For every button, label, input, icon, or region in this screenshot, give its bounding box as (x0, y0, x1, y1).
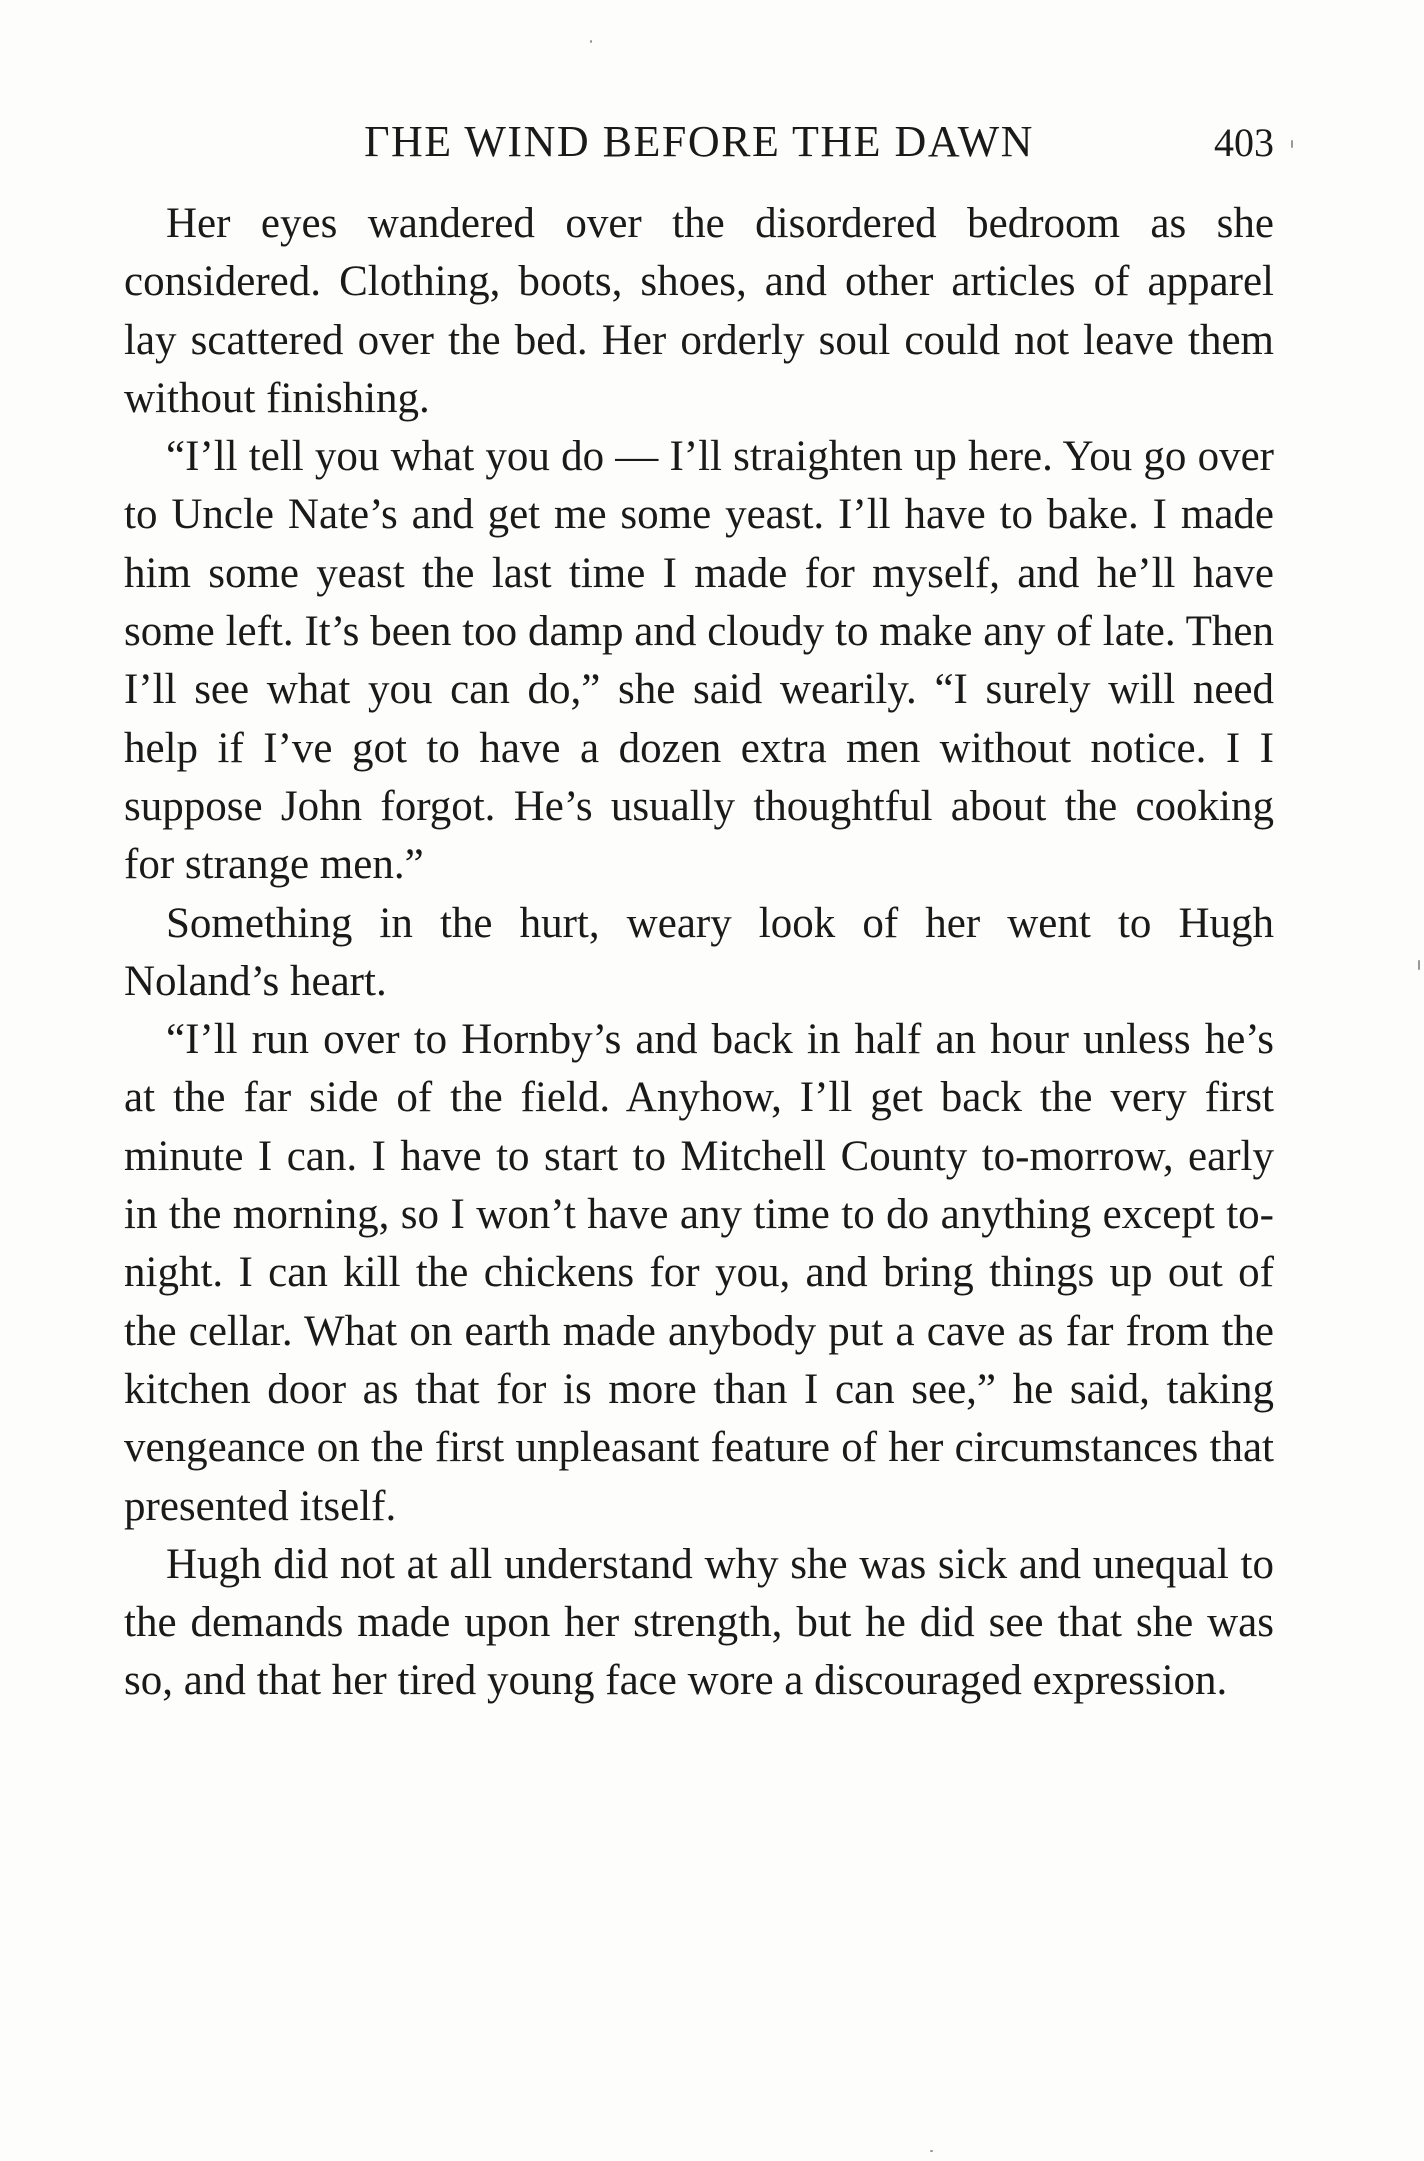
scan-speck (1418, 960, 1420, 970)
paragraph-hornby: “I’ll run over to Hornby’s and back in half an hour unless he’s at the far side of the field. Anyhow, I’ll get back the very first minute I can. I have to start to Mitchell County to-morrow, early in the morning, so I won’t have any time to do anything except to-night. I can kill the chickens for you, and bring things up out of the cellar. What on earth made anybody put a cave as far from the kitchen door as that for is more than I can see,” he said, taking vengeance on the first unpleasant feature of her circumstances that presented itself. (124, 1016, 1274, 1530)
running-title: ГHE WIND BEFORE THE DAWN (364, 117, 1034, 166)
scan-speck (1291, 140, 1293, 148)
scan-speck (590, 40, 592, 43)
paragraph-bedroom: Her eyes wandered over the disordered bedroom as she considered. Clothing, boots, shoes, and other articles of apparel lay scattered over the bed. Her orderly soul could not leave them without finishing. (124, 200, 1274, 422)
running-head (124, 112, 1274, 172)
page-number: 403 (1214, 120, 1274, 165)
paragraph-yeast: “I’ll tell you what you do — I’ll straighten up here. You go over to Uncle Nate’s and get me some yeast. I’ll have to bake. I made him some yeast the last time I made for myself, and he’ll have some left. It’s been too damp and cloudy to make any of late. Then I’ll see what you can do,” she said wearily. “I surely will need help if I’ve got to have a dozen extra men without notice. I I suppose John forgot. He’s usually thoughtful about the cooking for strange men.” (124, 433, 1274, 889)
body-text (124, 195, 1274, 1711)
paragraph-discouraged: Hugh did not at all understand why she was sick and unequal to the demands made upon her strength, but he did see that she was so, and that her tired young face wore a discouraged expression. (124, 1540, 1274, 1705)
scan-speck (930, 2150, 933, 2152)
paragraph-hugh-heart: Something in the hurt, weary look of her went to Hugh Noland’s heart. (124, 899, 1274, 1005)
